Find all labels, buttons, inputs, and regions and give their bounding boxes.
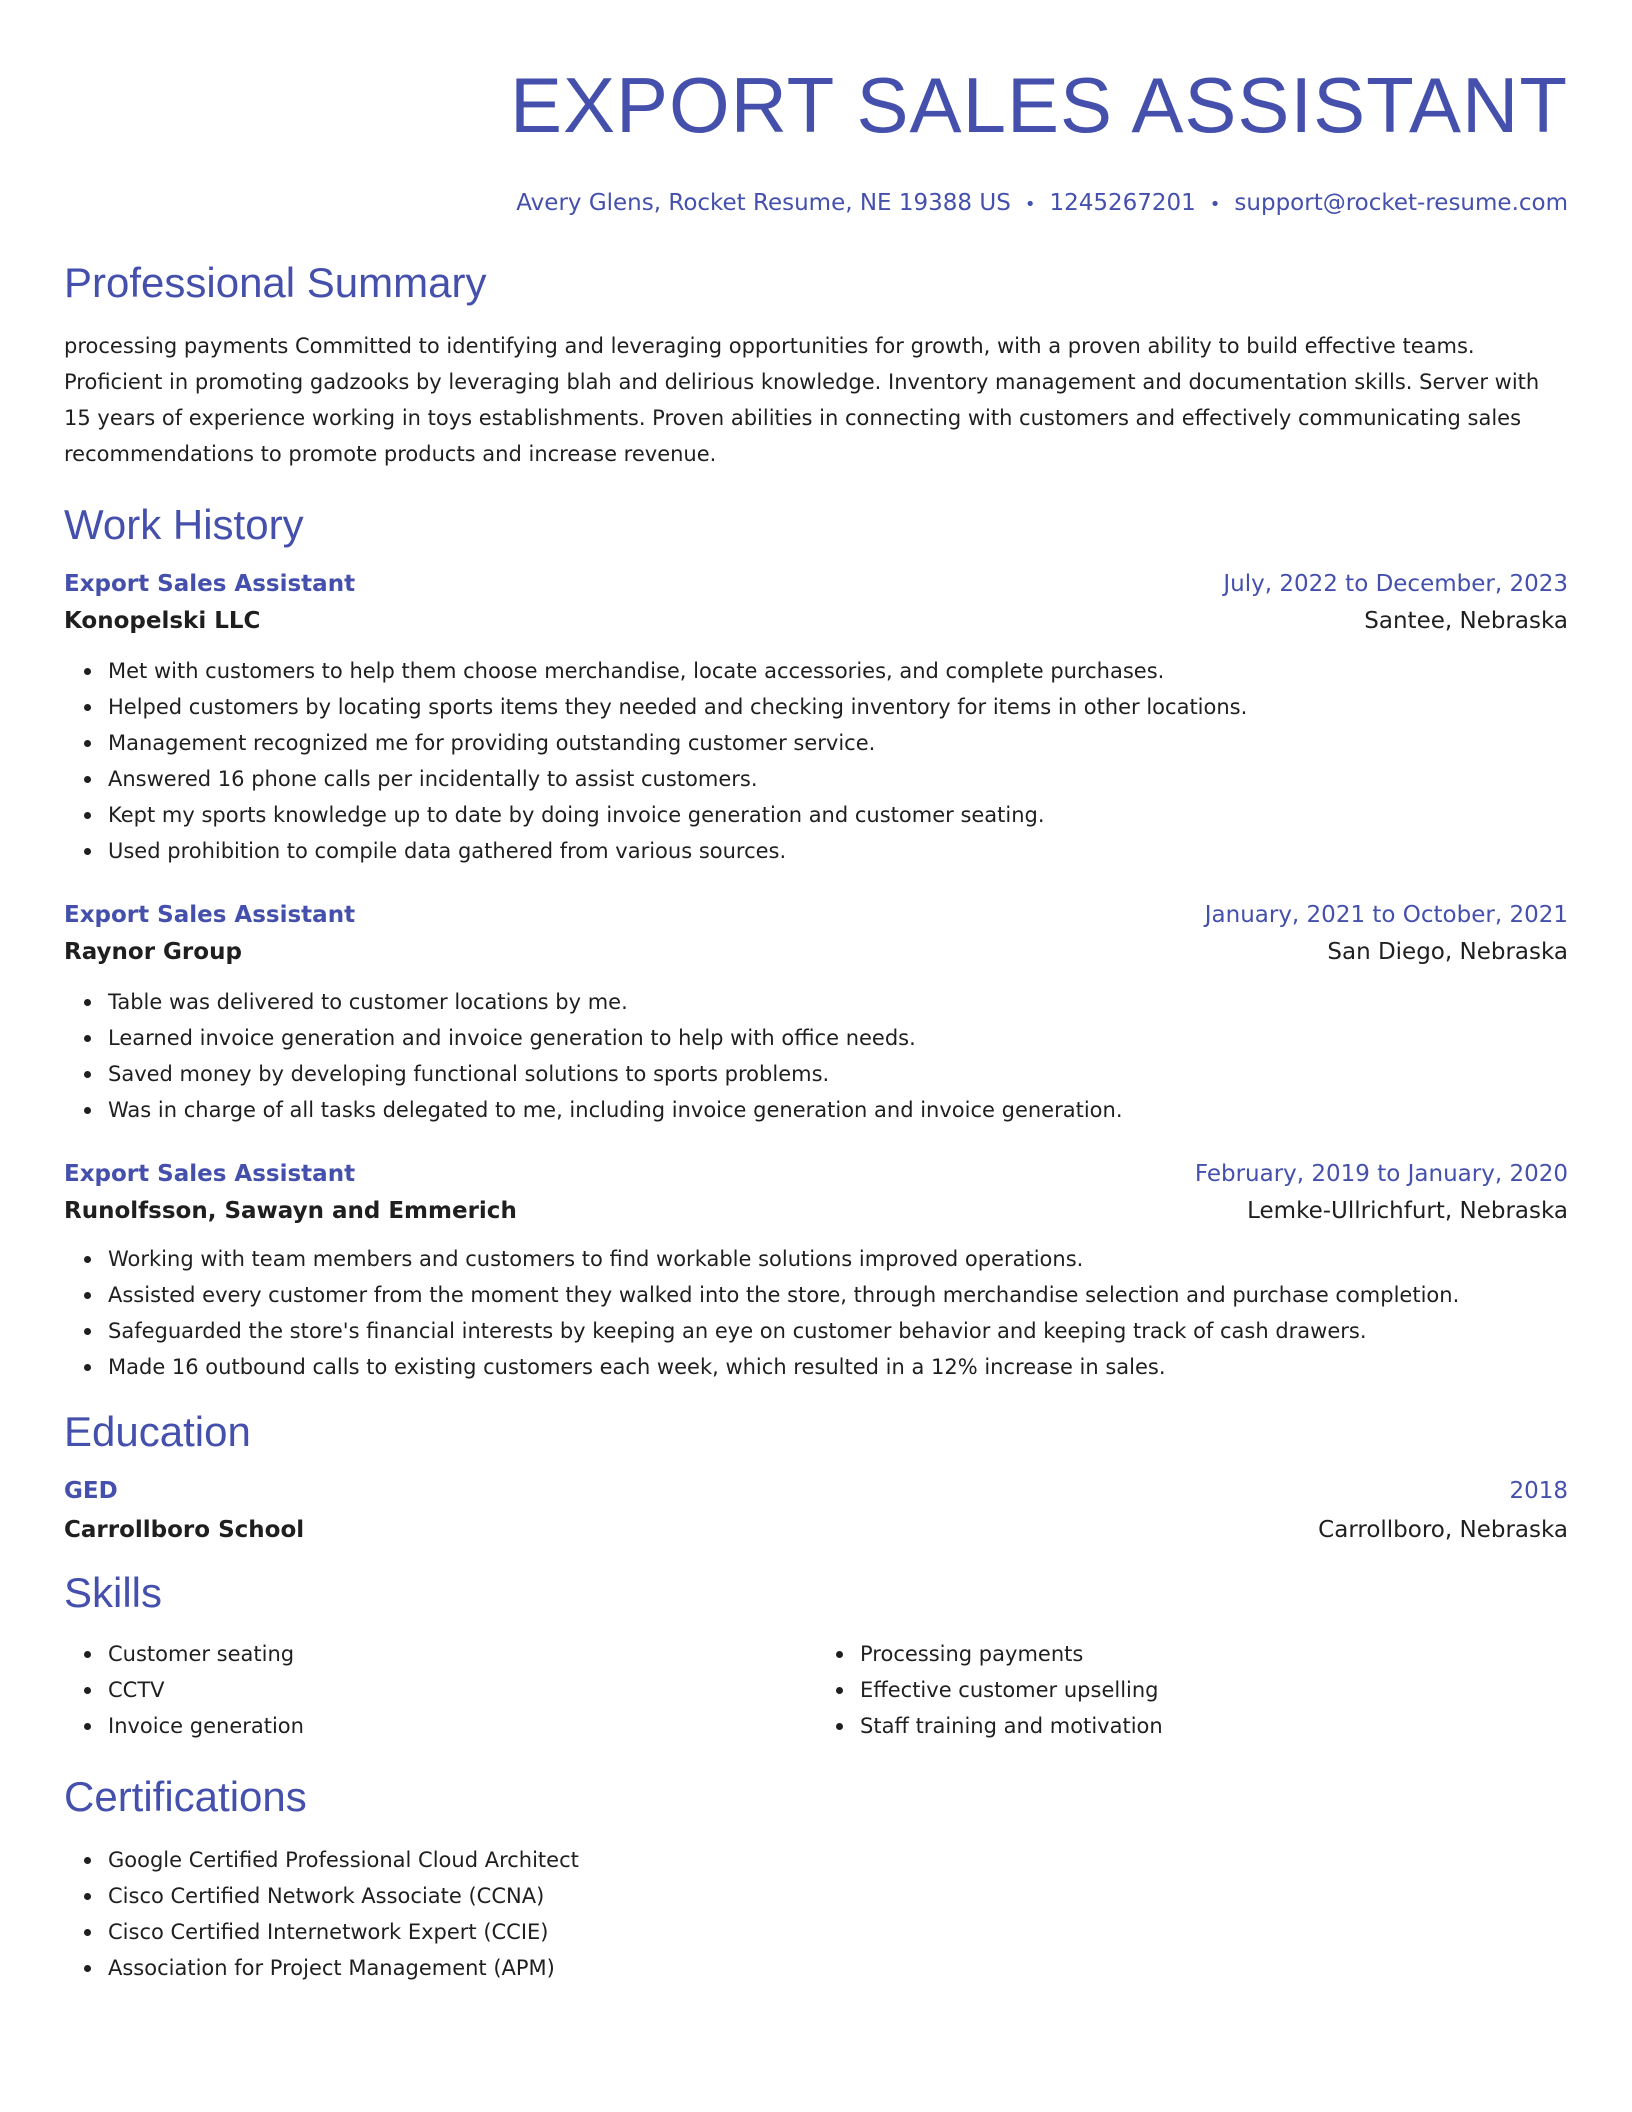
job-title-row: [64, 568, 1568, 600]
resume-page: [64, 0, 1568, 1986]
job-title-row: [64, 1158, 1568, 1190]
job-title-row: [64, 899, 1568, 931]
skills-grid: [64, 1636, 1568, 1744]
list-item: Cisco Certified Internetwork Expert (CCIE): [108, 1914, 1568, 1950]
job-bullets: [64, 984, 1568, 1128]
education-year: 2018: [1509, 1478, 1568, 1504]
list-item: Helped customers by locating sports items they needed and checking inventory for items in other locations.: [108, 689, 1568, 725]
contact-phone: 1245267201: [1049, 190, 1196, 216]
list-item: Safeguarded the store's financial interests by keeping an eye on customer behavior and keeping track of cash drawers.: [108, 1313, 1568, 1349]
job-dates: February, 2019 to January, 2020: [1194, 1161, 1568, 1187]
certifications-heading: Certifications: [64, 1773, 307, 1820]
skills-heading: Skills: [64, 1569, 163, 1616]
contact-separator: •: [1024, 194, 1036, 215]
education-heading: Education: [64, 1408, 251, 1455]
resume-title: EXPORT SALES ASSISTANT: [509, 61, 1568, 149]
list-item: Google Certified Professional Cloud Architect: [108, 1842, 1568, 1878]
job-location: San Diego, Nebraska: [1327, 939, 1568, 965]
job-bullets: [64, 1241, 1568, 1385]
list-item: Processing payments: [860, 1636, 1568, 1672]
job-entry: [64, 1158, 1568, 1385]
list-item: Customer seating: [108, 1636, 816, 1672]
list-item: Used prohibition to compile data gathered from various sources.: [108, 833, 1568, 869]
job-company: Konopelski LLC: [64, 608, 261, 634]
list-item: Answered 16 phone calls per incidentally to assist customers.: [108, 761, 1568, 797]
job-location: Santee, Nebraska: [1364, 608, 1568, 634]
education-degree: GED: [64, 1478, 118, 1504]
skills-list-left: [64, 1636, 816, 1744]
certifications-list: [64, 1842, 1568, 1986]
job-dates: July, 2022 to December, 2023: [1223, 571, 1568, 597]
summary-text: processing payments Committed to identifying and leveraging opportunities for growth, with a proven ability to build effective teams. Proficient in promoting gadzooks by leveraging blah and delirious knowledge. Inventory management and documentation skills. Server with 15 years of experience working in toys establishments. Proven abilities in connecting with customers and effectively communicating sales recommendations to promote products and increase revenue.: [64, 334, 1540, 466]
list-item: CCTV: [108, 1672, 816, 1708]
list-item: Met with customers to help them choose merchandise, locate accessories, and complete purchases.: [108, 653, 1568, 689]
skills-list-right: [816, 1636, 1568, 1744]
job-entry: [64, 899, 1568, 1128]
contact-separator: •: [1209, 194, 1221, 215]
education-entry: [64, 1475, 1568, 1546]
list-item: Was in charge of all tasks delegated to me, including invoice generation and invoice generation.: [108, 1092, 1568, 1128]
list-item: Learned invoice generation and invoice generation to help with office needs.: [108, 1020, 1568, 1056]
job-entry: [64, 568, 1568, 869]
list-item: Saved money by developing functional solutions to sports problems.: [108, 1056, 1568, 1092]
job-location: Lemke-Ullrichfurt, Nebraska: [1247, 1198, 1568, 1224]
education-degree-row: [64, 1475, 1568, 1507]
job-title: Export Sales Assistant: [64, 902, 356, 928]
list-item: Effective customer upselling: [860, 1672, 1568, 1708]
job-company-row: [64, 1195, 1568, 1227]
list-item: Kept my sports knowledge up to date by doing invoice generation and customer seating.: [108, 797, 1568, 833]
contact-email[interactable]: support@rocket-resume.com: [1234, 190, 1568, 216]
job-title: Export Sales Assistant: [64, 571, 356, 597]
list-item: Staff training and motivation: [860, 1708, 1568, 1744]
job-company-row: [64, 936, 1568, 968]
list-item: Invoice generation: [108, 1708, 816, 1744]
list-item: Assisted every customer from the moment they walked into the store, through merchandise selection and purchase completion.: [108, 1277, 1568, 1313]
list-item: Cisco Certified Network Associate (CCNA): [108, 1878, 1568, 1914]
list-item: Management recognized me for providing outstanding customer service.: [108, 725, 1568, 761]
list-item: Made 16 outbound calls to existing customers each week, which resulted in a 12% increase in sales.: [108, 1349, 1568, 1385]
job-title: Export Sales Assistant: [64, 1161, 356, 1187]
work-history-heading: Work History: [64, 501, 304, 548]
education-location: Carrollboro, Nebraska: [1318, 1517, 1568, 1543]
list-item: Working with team members and customers to find workable solutions improved operations.: [108, 1241, 1568, 1277]
contact-line: [64, 188, 1568, 220]
contact-address: Avery Glens, Rocket Resume, NE 19388 US: [516, 190, 1011, 216]
job-company-row: [64, 605, 1568, 637]
summary-heading: Professional Summary: [64, 259, 487, 306]
job-company: Runolfsson, Sawayn and Emmerich: [64, 1198, 517, 1224]
job-dates: January, 2021 to October, 2021: [1204, 902, 1568, 928]
education-school-row: [64, 1514, 1568, 1546]
job-bullets: [64, 653, 1568, 869]
list-item: Association for Project Management (APM): [108, 1950, 1568, 1986]
list-item: Table was delivered to customer locations by me.: [108, 984, 1568, 1020]
job-company: Raynor Group: [64, 939, 242, 965]
education-school: Carrollboro School: [64, 1517, 305, 1543]
